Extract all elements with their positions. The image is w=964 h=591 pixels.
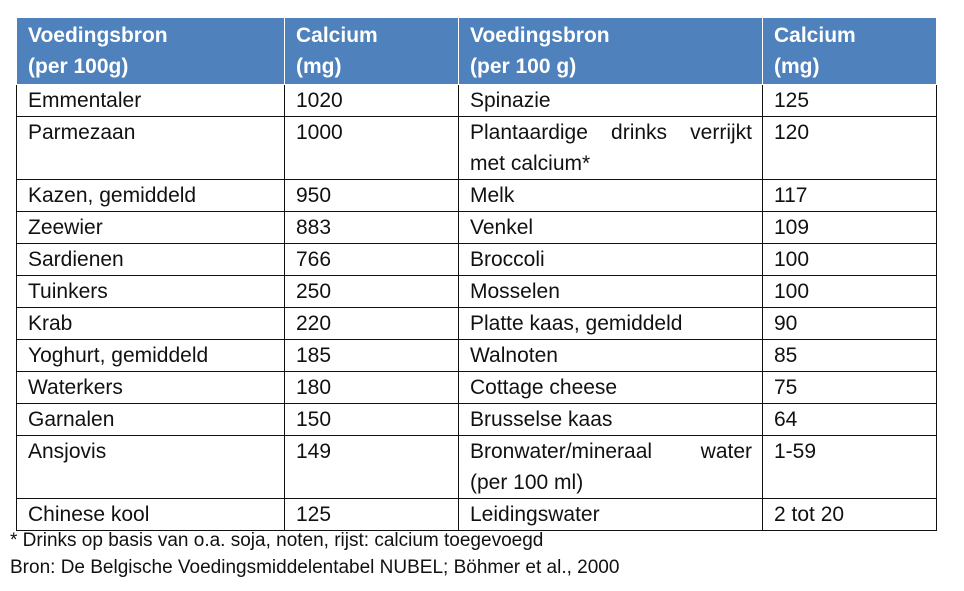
food-source-cell — [459, 340, 763, 372]
food-source-line: Mosselen — [470, 280, 560, 303]
header-food-source-left — [17, 18, 285, 85]
header-label: Voedingsbron — [470, 24, 610, 47]
calcium-value-cell: 1020 — [285, 85, 459, 117]
table-row — [17, 340, 937, 372]
calcium-value-cell: 766 — [285, 244, 459, 276]
calcium-value-cell: 64 — [763, 404, 937, 436]
header-label: Calcium — [774, 24, 856, 47]
header-label: Voedingsbron — [28, 24, 168, 47]
food-source-cell — [459, 404, 763, 436]
table-row — [17, 436, 937, 499]
food-source-line: Bronwater/mineraal water — [470, 440, 752, 463]
table-row — [17, 308, 937, 340]
food-source-cell: Tuinkers — [17, 276, 285, 308]
table-row — [17, 244, 937, 276]
table-row — [17, 180, 937, 212]
calcium-value-cell: 85 — [763, 340, 937, 372]
food-source-line: Broccoli — [470, 248, 545, 271]
table-row — [17, 404, 937, 436]
header-food-source-right — [459, 18, 763, 85]
header-unit: (per 100g) — [28, 55, 129, 78]
food-source-cell: Zeewier — [17, 212, 285, 244]
food-source-line: Melk — [470, 184, 515, 207]
food-source-cell — [459, 436, 763, 499]
food-source-cell — [459, 372, 763, 404]
calcium-value-cell: 180 — [285, 372, 459, 404]
food-source-cell: Emmentaler — [17, 85, 285, 117]
food-source-cell: Kazen, gemiddeld — [17, 180, 285, 212]
calcium-value-cell: 883 — [285, 212, 459, 244]
calcium-value-cell: 250 — [285, 276, 459, 308]
calcium-value-cell: 100 — [763, 244, 937, 276]
table-row — [17, 212, 937, 244]
header-calcium-left — [285, 18, 459, 85]
food-source-cell: Krab — [17, 308, 285, 340]
calcium-value-cell: 185 — [285, 340, 459, 372]
calcium-table — [16, 17, 937, 531]
food-source-cell: Sardienen — [17, 244, 285, 276]
food-source-cell — [459, 308, 763, 340]
source-citation: Bron: De Belgische Voedingsmiddelentabel NUBEL; Böhmer et al., 2000 — [10, 557, 620, 578]
table-row — [17, 499, 937, 531]
food-source-cell — [459, 180, 763, 212]
header-unit: (mg) — [774, 55, 820, 78]
food-source-line: Leidingswater — [470, 503, 600, 526]
food-source-line: Spinazie — [470, 89, 551, 112]
food-source-cell: Chinese kool — [17, 499, 285, 531]
table-row — [17, 117, 937, 180]
food-source-line: met calcium* — [470, 152, 591, 175]
food-source-line: Plantaardige drinks verrijkt — [470, 121, 752, 144]
table-header — [17, 18, 937, 85]
food-source-cell — [459, 276, 763, 308]
header-unit: (per 100 g) — [470, 55, 577, 78]
footnote: * Drinks op basis van o.a. soja, noten, rijst: calcium toegevoegd — [10, 530, 544, 551]
calcium-value-cell: 120 — [763, 117, 937, 180]
food-source-line: Walnoten — [470, 344, 558, 367]
calcium-value-cell: 2 tot 20 — [763, 499, 937, 531]
food-source-cell: Parmezaan — [17, 117, 285, 180]
calcium-value-cell: 125 — [763, 85, 937, 117]
food-source-line: Venkel — [470, 216, 534, 239]
calcium-value-cell: 125 — [285, 499, 459, 531]
food-source-line: Cottage cheese — [470, 376, 618, 399]
food-source-cell: Ansjovis — [17, 436, 285, 499]
calcium-value-cell: 950 — [285, 180, 459, 212]
calcium-value-cell: 75 — [763, 372, 937, 404]
calcium-value-cell: 150 — [285, 404, 459, 436]
food-source-cell: Garnalen — [17, 404, 285, 436]
table-body — [17, 85, 937, 531]
food-source-line: (per 100 ml) — [470, 471, 584, 494]
food-source-cell: Yoghurt, gemiddeld — [17, 340, 285, 372]
calcium-value-cell: 1-59 — [763, 436, 937, 499]
table-row — [17, 85, 937, 117]
food-source-cell: Waterkers — [17, 372, 285, 404]
food-source-cell — [459, 499, 763, 531]
food-source-cell — [459, 117, 763, 180]
table-row — [17, 372, 937, 404]
calcium-value-cell: 220 — [285, 308, 459, 340]
table-row — [17, 276, 937, 308]
calcium-value-cell: 149 — [285, 436, 459, 499]
calcium-value-cell: 1000 — [285, 117, 459, 180]
header-label: Calcium — [296, 24, 378, 47]
header-row — [17, 18, 937, 85]
calcium-value-cell: 109 — [763, 212, 937, 244]
calcium-value-cell: 117 — [763, 180, 937, 212]
calcium-value-cell: 100 — [763, 276, 937, 308]
food-source-cell — [459, 212, 763, 244]
header-calcium-right — [763, 18, 937, 85]
food-source-cell — [459, 85, 763, 117]
table-notes — [10, 527, 619, 581]
food-source-cell — [459, 244, 763, 276]
calcium-value-cell: 90 — [763, 308, 937, 340]
header-unit: (mg) — [296, 55, 342, 78]
food-source-line: Brusselse kaas — [470, 408, 613, 431]
food-source-line: Platte kaas, gemiddeld — [470, 312, 683, 335]
